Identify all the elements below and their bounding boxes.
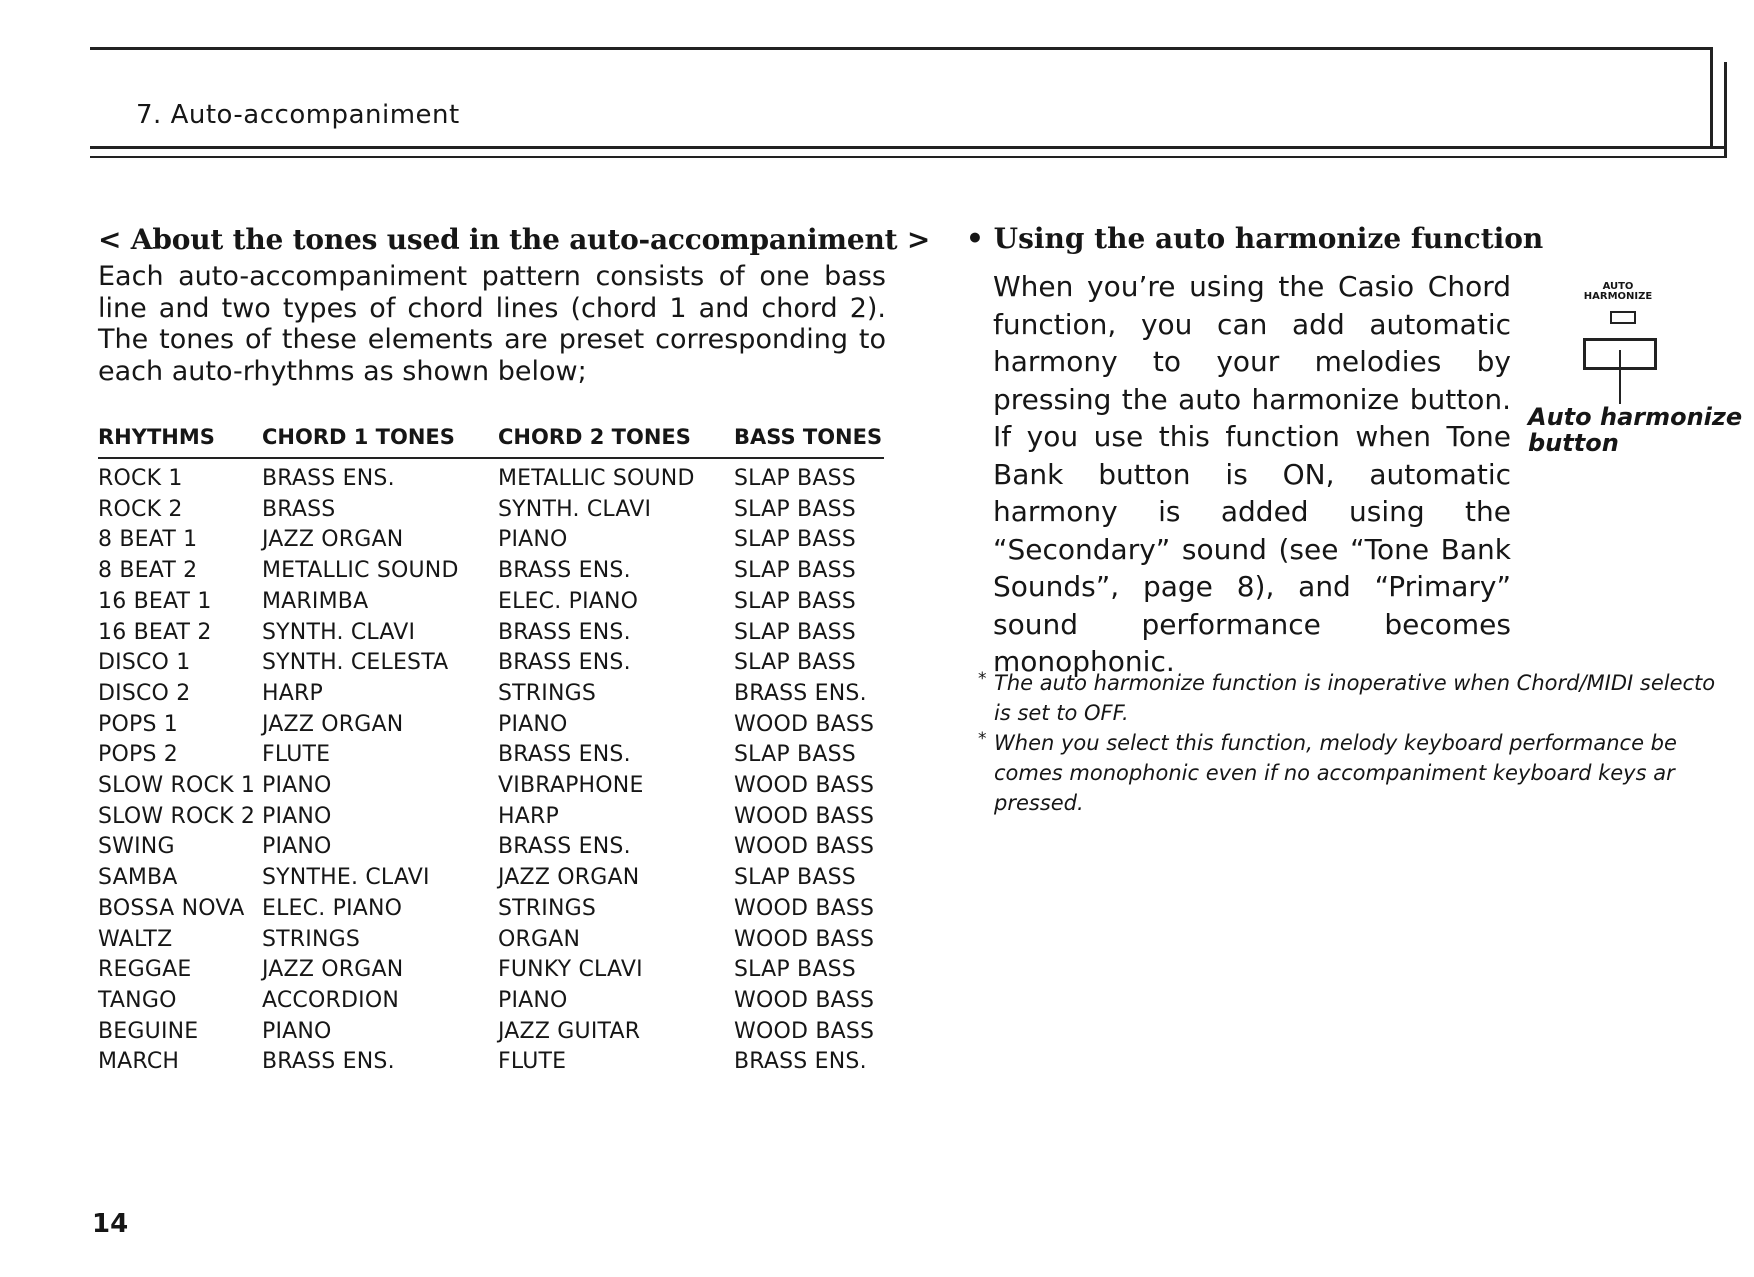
table-row <box>98 927 898 958</box>
cell-rhythm: REGGAE <box>98 957 192 983</box>
cell-rhythm: DISCO 1 <box>98 650 191 676</box>
chapter-title: 7. Auto-accompaniment <box>136 100 460 130</box>
header-rule-top <box>90 47 1710 50</box>
cell-bass: SLAP BASS <box>734 527 856 553</box>
cell-chord1: PIANO <box>262 803 332 829</box>
cell-chord2: BRASS ENS. <box>498 742 631 768</box>
cell-bass: WOOD BASS <box>734 711 875 737</box>
cell-chord1: JAZZ ORGAN <box>262 711 404 737</box>
table-header-rule <box>98 457 884 459</box>
cell-chord2: VIBRAPHONE <box>498 773 644 798</box>
cell-rhythm: BEGUINE <box>98 1018 199 1044</box>
cell-chord2: PIANO <box>498 711 568 737</box>
cell-chord1: SYNTH. CLAVI <box>262 619 416 645</box>
cell-bass: WOOD BASS <box>734 895 875 921</box>
cell-chord1: FLUTE <box>262 742 331 768</box>
cell-rhythm: TANGO <box>98 987 177 1013</box>
table-row <box>98 650 898 681</box>
subsection-heading: • Using the auto harmonize function <box>966 222 1544 255</box>
table-row <box>98 620 898 651</box>
note-1: The auto harmonize function is inoperative when Chord/MIDI selecto is set to OFF. <box>994 671 1716 725</box>
cell-bass: SLAP BASS <box>734 496 856 522</box>
cell-rhythm: 16 BEAT 2 <box>98 619 212 645</box>
cell-chord1: PIANO <box>262 773 332 798</box>
cell-chord2: ORGAN <box>498 926 581 952</box>
table-row <box>98 834 898 865</box>
indicator-led-icon <box>1610 311 1636 324</box>
cell-rhythm: ROCK 1 <box>98 466 183 491</box>
cell-bass: BRASS ENS. <box>734 680 867 706</box>
cell-rhythm: MARCH <box>98 1049 180 1075</box>
cell-chord2: JAZZ ORGAN <box>498 865 640 891</box>
cell-chord1: PIANO <box>262 834 332 860</box>
note-marker: * <box>978 669 987 689</box>
cell-bass: WOOD BASS <box>734 773 875 798</box>
table-row <box>98 527 898 558</box>
table-row <box>98 957 898 988</box>
button-caption: Auto harmonize button <box>1528 403 1743 457</box>
cell-chord2: FLUTE <box>498 1049 567 1075</box>
header-rule-right <box>1710 47 1713 149</box>
cell-bass: SLAP BASS <box>734 957 856 983</box>
note-marker: * <box>978 729 987 749</box>
cell-bass: SLAP BASS <box>734 742 856 768</box>
cell-chord1: JAZZ ORGAN <box>262 957 404 983</box>
callout-line <box>1619 350 1621 404</box>
table-header-chord2: CHORD 2 TONES <box>498 425 691 449</box>
cell-rhythm: SAMBA <box>98 865 178 891</box>
table-row <box>98 773 898 804</box>
table-row <box>98 988 898 1019</box>
cell-bass: SLAP BASS <box>734 865 856 891</box>
cell-bass: SLAP BASS <box>734 466 856 491</box>
cell-rhythm: POPS 1 <box>98 711 179 737</box>
cell-bass: WOOD BASS <box>734 834 875 860</box>
cell-chord1: BRASS ENS. <box>262 1049 395 1075</box>
cell-rhythm: ROCK 2 <box>98 496 183 522</box>
cell-bass: SLAP BASS <box>734 588 856 614</box>
table-header-chord1: CHORD 1 TONES <box>262 425 455 449</box>
table-row <box>98 558 898 589</box>
table-row <box>98 1049 898 1080</box>
header-rule-bottom <box>90 146 1727 149</box>
table-row <box>98 804 898 835</box>
cell-chord1: JAZZ ORGAN <box>262 527 404 553</box>
cell-chord2: SYNTH. CLAVI <box>498 496 652 522</box>
table-header-bass: BASS TONES <box>734 425 883 449</box>
cell-rhythm: SLOW ROCK 2 <box>98 803 256 829</box>
auto-harmonize-paragraph: When you’re using the Casio Chord function, you can add automatic harmony to your melodies by pressing the auto harmonize button. If you use this function when Tone Bank button is ON, automatic harmony is added using the “Secondary” sound (see “Tone Bank Sounds”, page 8), and “Primary” sound performance becomes monophonic. <box>993 270 1511 678</box>
cell-chord2: BRASS ENS. <box>498 619 631 645</box>
intro-paragraph: Each auto-accompaniment pattern consists of one bass line and two types of chord lines (chord 1 and chord 2). The tones of these elements are preset corresponding to each auto-rhythms as shown below; <box>98 261 886 387</box>
cell-chord1: SYNTH. CELESTA <box>262 650 449 676</box>
cell-chord2: BRASS ENS. <box>498 558 631 584</box>
table-row <box>98 1019 898 1050</box>
cell-chord2: PIANO <box>498 527 568 553</box>
note-2: When you select this function, melody keyboard performance be comes monophonic even if no accompaniment keyboard keys ar pressed. <box>994 731 1677 815</box>
cell-chord1: STRINGS <box>262 926 361 952</box>
cell-chord1: PIANO <box>262 1018 332 1044</box>
table-row <box>98 712 898 743</box>
cell-chord1: BRASS ENS. <box>262 466 395 491</box>
cell-rhythm: WALTZ <box>98 926 173 952</box>
cell-bass: SLAP BASS <box>734 650 856 676</box>
cell-rhythm: SWING <box>98 834 175 860</box>
cell-chord2: STRINGS <box>498 895 597 921</box>
cell-chord1: HARP <box>262 680 323 706</box>
cell-rhythm: 8 BEAT 2 <box>98 558 198 584</box>
cell-chord2: METALLIC SOUND <box>498 466 695 491</box>
header-rule-right-outer <box>1724 62 1727 156</box>
cell-chord2: STRINGS <box>498 680 597 706</box>
cell-rhythm: 8 BEAT 1 <box>98 527 198 553</box>
cell-bass: WOOD BASS <box>734 1018 875 1044</box>
cell-bass: BRASS ENS. <box>734 1049 867 1075</box>
table-row <box>98 681 898 712</box>
cell-chord1: METALLIC SOUND <box>262 558 459 584</box>
cell-chord1: BRASS <box>262 496 336 522</box>
cell-chord2: JAZZ GUITAR <box>498 1018 641 1044</box>
cell-bass: WOOD BASS <box>734 803 875 829</box>
cell-chord2: BRASS ENS. <box>498 834 631 860</box>
page-number: 14 <box>92 1209 129 1239</box>
button-panel-label: AUTO HARMONIZE <box>1583 281 1653 302</box>
table-row <box>98 466 898 497</box>
cell-chord1: MARIMBA <box>262 588 369 614</box>
cell-bass: SLAP BASS <box>734 619 856 645</box>
cell-chord1: ACCORDION <box>262 987 399 1013</box>
table-header-rhythms: RHYTHMS <box>98 425 215 449</box>
table-row <box>98 497 898 528</box>
cell-rhythm: BOSSA NOVA <box>98 895 245 921</box>
subsection-heading-text: Using the auto harmonize function <box>993 222 1544 255</box>
header-rule-bottom-double <box>90 156 1727 158</box>
cell-rhythm: SLOW ROCK 1 <box>98 773 256 798</box>
cell-rhythm: POPS 2 <box>98 742 179 768</box>
cell-chord1: ELEC. PIANO <box>262 895 403 921</box>
table-row <box>98 742 898 773</box>
section-heading: < About the tones used in the auto-accompaniment > <box>98 223 931 256</box>
cell-rhythm: DISCO 2 <box>98 680 191 706</box>
cell-chord2: PIANO <box>498 987 568 1013</box>
table-row <box>98 589 898 620</box>
cell-bass: WOOD BASS <box>734 926 875 952</box>
table-row <box>98 865 898 896</box>
cell-chord2: ELEC. PIANO <box>498 588 639 614</box>
cell-chord2: FUNKY CLAVI <box>498 957 643 983</box>
table-row <box>98 896 898 927</box>
cell-rhythm: 16 BEAT 1 <box>98 588 212 614</box>
cell-chord2: HARP <box>498 803 559 829</box>
cell-bass: WOOD BASS <box>734 987 875 1013</box>
cell-bass: SLAP BASS <box>734 558 856 584</box>
cell-chord1: SYNTHE. CLAVI <box>262 865 430 891</box>
cell-chord2: BRASS ENS. <box>498 650 631 676</box>
